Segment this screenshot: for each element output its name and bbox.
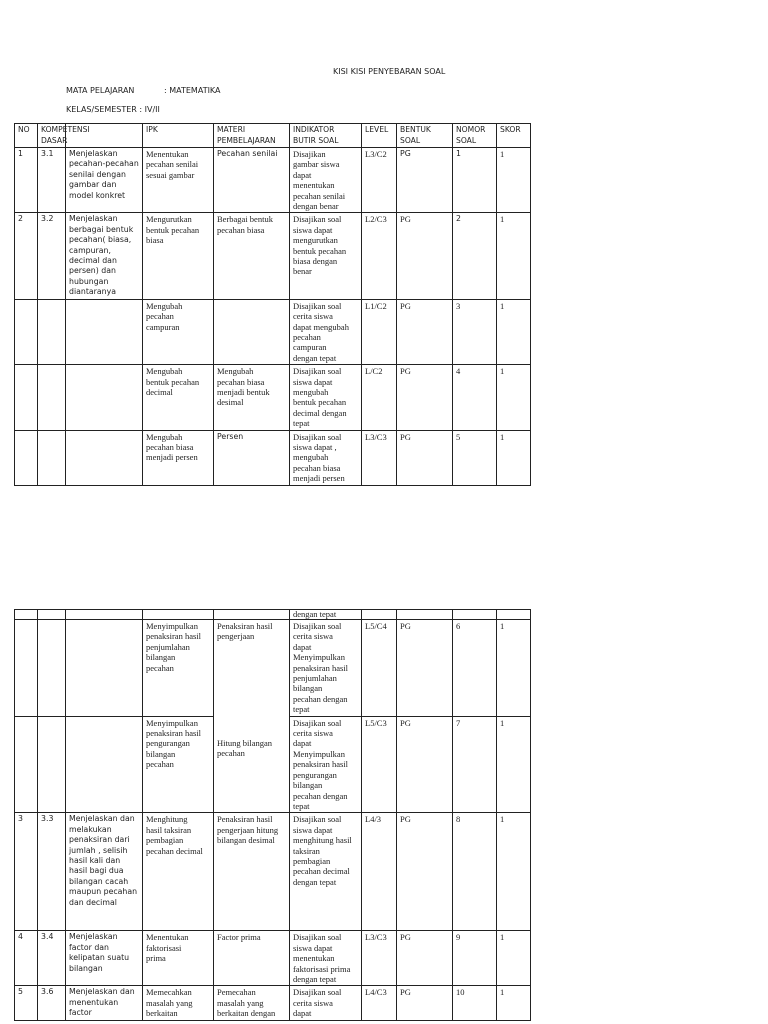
cell-nomor (453, 299, 497, 364)
cell-nomor (453, 620, 497, 717)
cell-kd-desc (66, 610, 143, 620)
cell-text: Pemecahan masalah yang berkaitan dengan (217, 987, 276, 1019)
cell-materi (214, 213, 290, 299)
cell-text: Mengubah pecahan biasa menjadi bentuk desimal (217, 366, 270, 408)
cell-text: Disajikan soal siswa dapat mengurutkan bentuk pecahan biasa dengan benar (293, 214, 347, 277)
continuation-row (15, 610, 531, 620)
cell-text: Penaksiran hasil pengerjaan hitung bilangan desimal (217, 814, 279, 846)
cell-bentuk (397, 813, 453, 931)
cell-ipk (143, 148, 214, 213)
cell-skor (497, 813, 531, 931)
cell-indikator (290, 610, 362, 620)
cell-text: Menjelaskan factor dan kelipatan suatu bilangan (69, 932, 130, 973)
cell-text: 1 (500, 431, 505, 442)
cell-bentuk (397, 610, 453, 620)
cell-text: Mengurutkan bentuk pecahan biasa (146, 214, 200, 246)
cell-kd-code (38, 299, 66, 364)
cell-materi (214, 986, 290, 1020)
cell-bentuk (397, 299, 453, 364)
cell-text: Disajikan soal cerita siswa dapat Menyimpulkan penaksiran hasil pengurangan bilangan pecahan dengan tepat (293, 717, 348, 811)
cell-text: 2 (456, 214, 461, 224)
cell-bentuk (397, 213, 453, 299)
cell-text: L4/C3 (365, 987, 387, 998)
cell-no (15, 299, 38, 364)
cell-text: 1 (500, 987, 505, 998)
cell-text: Menentukan faktorisasi prima (146, 932, 189, 964)
cell-bentuk (397, 931, 453, 986)
cell-materi (214, 813, 290, 931)
table-row (15, 430, 531, 485)
cell-text: INDIKATOR BUTIR SOAL (293, 125, 339, 145)
cell-text: 1 (500, 214, 505, 225)
cell-level (362, 620, 397, 717)
cell-skor (497, 610, 531, 620)
cell-bentuk (397, 716, 453, 813)
cell-ipk (143, 213, 214, 299)
cell-text: 3.2 (41, 214, 54, 224)
cell-text: dengan tepat (293, 609, 337, 619)
cell-kd-code (38, 430, 66, 485)
cell-text: NO (18, 125, 30, 134)
cell-kd-code (38, 620, 66, 717)
cell-text: KOMPETENSI DASAR (41, 125, 90, 145)
cell-text: Pecahan senilai (217, 149, 278, 158)
cell-text: L5/C3 (365, 717, 387, 728)
cell-nomor (453, 148, 497, 213)
table-row (15, 365, 531, 430)
cell-no (15, 986, 38, 1020)
cell-text: 3 (456, 300, 461, 311)
cell-text: 3.4 (41, 932, 54, 942)
cell-no (15, 620, 38, 717)
cell-nomor (453, 813, 497, 931)
cell-indikator (290, 986, 362, 1020)
cell-text: PG (400, 814, 411, 825)
cell-kd-desc (66, 365, 143, 430)
cell-kd-code (38, 124, 90, 148)
table-row (15, 620, 531, 717)
cell-materi (214, 299, 290, 364)
cell-text: Disajikan gambar siswa dapat menentukan pecahan senilai dengan benar (293, 149, 346, 212)
cell-indikator (290, 213, 362, 299)
cell-materi (214, 148, 290, 213)
cell-text: Disajikan soal siswa dapat menghitung hasil taksiran pembagian pecahan decimal dengan tepat (293, 814, 352, 887)
cell-no (15, 610, 38, 620)
cell-text: 4 (456, 366, 461, 377)
cell-kd-desc (66, 716, 143, 813)
cell-ipk (143, 986, 214, 1020)
cell-skor (497, 124, 531, 148)
cell-materi (214, 610, 290, 620)
cell-level (362, 986, 397, 1020)
cell-text: 7 (456, 717, 461, 728)
cell-no (15, 213, 38, 299)
cell-ipk (143, 299, 214, 364)
cell-bentuk (397, 148, 453, 213)
header-row (15, 124, 531, 148)
cell-text: PG (400, 300, 411, 311)
table-row (15, 716, 531, 813)
cell-text: Menyimpulkan penaksiran hasil pengurangan bilangan pecahan (146, 717, 201, 770)
table-row (15, 299, 531, 364)
cell-text: PG (400, 987, 411, 998)
cell-ipk (143, 430, 214, 485)
cell-no (15, 931, 38, 986)
cell-skor (497, 620, 531, 717)
table-row (15, 213, 531, 299)
cell-nomor (453, 124, 497, 148)
cell-text: L/C2 (365, 366, 383, 377)
cell-text: 4 (18, 932, 23, 942)
cell-kd-desc (66, 213, 143, 299)
cell-text: L3/C3 (365, 431, 387, 442)
cell-kd-desc (66, 931, 143, 986)
cell-materi (214, 931, 290, 986)
cell-nomor (453, 716, 497, 813)
cell-level (362, 610, 397, 620)
cell-bentuk (397, 430, 453, 485)
class-semester: KELAS/SEMESTER : IV/II (66, 105, 160, 114)
cell-kd-desc (66, 430, 143, 485)
cell-text: 2 (18, 214, 23, 224)
cell-no (15, 148, 38, 213)
cell-ipk (143, 716, 214, 813)
cell-text: MATERI PEMBELAJARAN (217, 125, 276, 145)
cell-nomor (453, 365, 497, 430)
cell-kd-desc (66, 299, 143, 364)
cell-nomor (453, 213, 497, 299)
cell-ipk (143, 620, 214, 717)
cell-skor (497, 148, 531, 213)
cell-indikator (290, 299, 362, 364)
cell-text: Menjelaskan pecahan-pecahan senilai dengan gambar dan model konkret (69, 149, 139, 200)
cell-skor (497, 213, 531, 299)
cell-indikator (290, 124, 362, 148)
question-grid-table (14, 123, 531, 486)
cell-kd-code (38, 610, 66, 620)
cell-materi (214, 365, 290, 430)
cell-indikator (290, 148, 362, 213)
cell-skor (497, 299, 531, 364)
cell-text: Mengubah pecahan biasa menjadi persen (146, 431, 198, 463)
cell-text: 3.3 (41, 814, 54, 824)
cell-level (362, 213, 397, 299)
cell-text: 3.1 (41, 149, 54, 158)
cell-text: Disajikan soal siswa dapat mengubah bentuk pecahan decimal dengan tepat (293, 366, 347, 429)
cell-nomor (453, 610, 497, 620)
cell-kd-desc (66, 986, 143, 1020)
cell-text: 1 (500, 717, 505, 728)
cell-level (362, 430, 397, 485)
cell-text: 9 (456, 932, 461, 943)
cell-kd-code (38, 931, 66, 986)
cell-indikator (290, 365, 362, 430)
cell-text: PG (400, 717, 411, 728)
cell-text: 10 (456, 987, 465, 998)
cell-ipk (143, 813, 214, 931)
cell-text: 1 (500, 621, 505, 631)
cell-skor (497, 986, 531, 1020)
cell-text: Factor prima (217, 932, 261, 943)
cell-text: NOMOR SOAL (456, 125, 486, 145)
cell-text: PG (400, 214, 411, 225)
cell-no (15, 365, 38, 430)
cell-indikator (290, 931, 362, 986)
cell-text: Hitung bilangan pecahan (217, 737, 273, 759)
cell-indikator (290, 620, 362, 717)
cell-bentuk (397, 124, 453, 148)
cell-materi (214, 124, 290, 148)
cell-kd-desc (66, 620, 143, 717)
cell-kd-desc (66, 813, 143, 931)
cell-text: 1 (500, 932, 505, 943)
cell-text: Memecahkan masalah yang berkaitan (146, 987, 193, 1019)
cell-materi (214, 430, 290, 485)
cell-text: 1 (456, 149, 461, 158)
cell-text: 5 (18, 987, 23, 997)
cell-nomor (453, 986, 497, 1020)
cell-nomor (453, 931, 497, 986)
cell-skor (497, 430, 531, 485)
cell-bentuk (397, 620, 453, 717)
cell-text: L1/C2 (365, 300, 387, 311)
cell-text: Menjelaskan dan melakukan penaksiran dari jumlah , selisih hasil kali dan hasil bagi dua bilangan cacah maupun pecahan dan decimal (69, 814, 138, 907)
cell-text: PG (400, 149, 411, 158)
cell-skor (497, 931, 531, 986)
cell-text: Persen (217, 431, 244, 441)
cell-text: 1 (500, 814, 505, 825)
cell-level (362, 148, 397, 213)
cell-kd-code (38, 148, 66, 213)
cell-text: 3 (18, 814, 23, 824)
cell-level (362, 716, 397, 813)
cell-ipk (143, 124, 214, 148)
cell-ipk (143, 365, 214, 430)
cell-materi (214, 620, 290, 717)
cell-text: 1 (18, 149, 23, 158)
cell-indikator (290, 813, 362, 931)
cell-indikator (290, 716, 362, 813)
cell-text: 1 (500, 366, 505, 377)
cell-text: Disajikan soal cerita siswa dapat mengubah pecahan campuran dengan tepat (293, 300, 349, 363)
cell-ipk (143, 610, 214, 620)
cell-no (15, 430, 38, 485)
cell-kd-code (38, 365, 66, 430)
table-row (15, 986, 531, 1020)
cell-text: Disajikan soal siswa dapat , mengubah pecahan biasa menjadi persen (293, 431, 345, 484)
cell-text: PG (400, 366, 411, 377)
cell-text: Disajikan soal cerita siswa dapat Menyimpulkan penaksiran hasil penjumlahan bilangan pecahan dengan tepat (293, 621, 348, 715)
table-row (15, 931, 531, 986)
cell-text: Menjelaskan dan menentukan factor (69, 987, 135, 1018)
cell-text: SKOR (500, 125, 521, 134)
cell-text: BENTUK SOAL (400, 125, 431, 145)
cell-text: PG (400, 621, 411, 631)
cell-indikator (290, 430, 362, 485)
cell-text: Menentukan pecahan senilai sesuai gambar (146, 149, 199, 180)
cell-text: L3/C2 (365, 149, 387, 159)
cell-kd-code (38, 813, 66, 931)
cell-skor (497, 716, 531, 813)
cell-no (15, 124, 38, 148)
cell-text: 1 (500, 300, 505, 311)
cell-level (362, 299, 397, 364)
cell-skor (497, 365, 531, 430)
cell-no (15, 716, 38, 813)
cell-text: 6 (456, 621, 461, 631)
cell-text: Disajikan soal cerita siswa dapat (293, 987, 342, 1019)
cell-bentuk (397, 986, 453, 1020)
cell-text: PG (400, 431, 411, 442)
cell-kd-desc (66, 148, 143, 213)
cell-no (15, 813, 38, 931)
cell-text: Menyimpulkan penaksiran hasil penjumlahan bilangan pecahan (146, 621, 201, 673)
cell-text: Mengubah pecahan campuran (146, 300, 183, 332)
subject-value: : MATEMATIKA (164, 86, 221, 95)
cell-kd-code (38, 213, 66, 299)
cell-text: L4/3 (365, 814, 382, 825)
cell-bentuk (397, 365, 453, 430)
cell-text: L3/C3 (365, 932, 387, 943)
cell-materi (214, 716, 290, 813)
cell-kd-code (38, 716, 66, 813)
table-row (15, 148, 531, 213)
cell-text: LEVEL (365, 125, 389, 134)
document-title: KISI KISI PENYEBARAN SOAL (333, 67, 446, 76)
cell-text: IPK (146, 125, 158, 134)
cell-level (362, 124, 397, 148)
cell-text: L2/C3 (365, 214, 387, 225)
subject-label: MATA PELAJARAN (66, 86, 135, 95)
table-row (15, 813, 531, 931)
cell-text: L5/C4 (365, 621, 387, 631)
cell-text: Penaksiran hasil pengerjaan (217, 621, 273, 642)
cell-text: Berbagai bentuk pecahan biasa (217, 214, 273, 235)
cell-text: 8 (456, 814, 461, 825)
cell-kd-code (38, 986, 66, 1020)
cell-level (362, 365, 397, 430)
cell-text: PG (400, 932, 411, 943)
cell-text: 5 (456, 431, 461, 442)
cell-text: Mengubah bentuk pecahan decimal (146, 366, 200, 397)
cell-text: Menjelaskan berbagai bentuk pecahan( biasa, campuran, decimal dan persen) dan hubungan diantaranya (69, 214, 134, 297)
cell-text: Menghitung hasil taksiran pembagian pecahan decimal (146, 814, 203, 856)
cell-text: Disajikan soal siswa dapat menentukan faktorisasi prima dengan tepat (293, 932, 351, 984)
cell-level (362, 813, 397, 931)
cell-nomor (453, 430, 497, 485)
cell-ipk (143, 931, 214, 986)
question-grid-table-continued (14, 609, 531, 1021)
cell-text: 3.6 (41, 987, 54, 997)
cell-level (362, 931, 397, 986)
cell-text: 1 (500, 149, 505, 159)
